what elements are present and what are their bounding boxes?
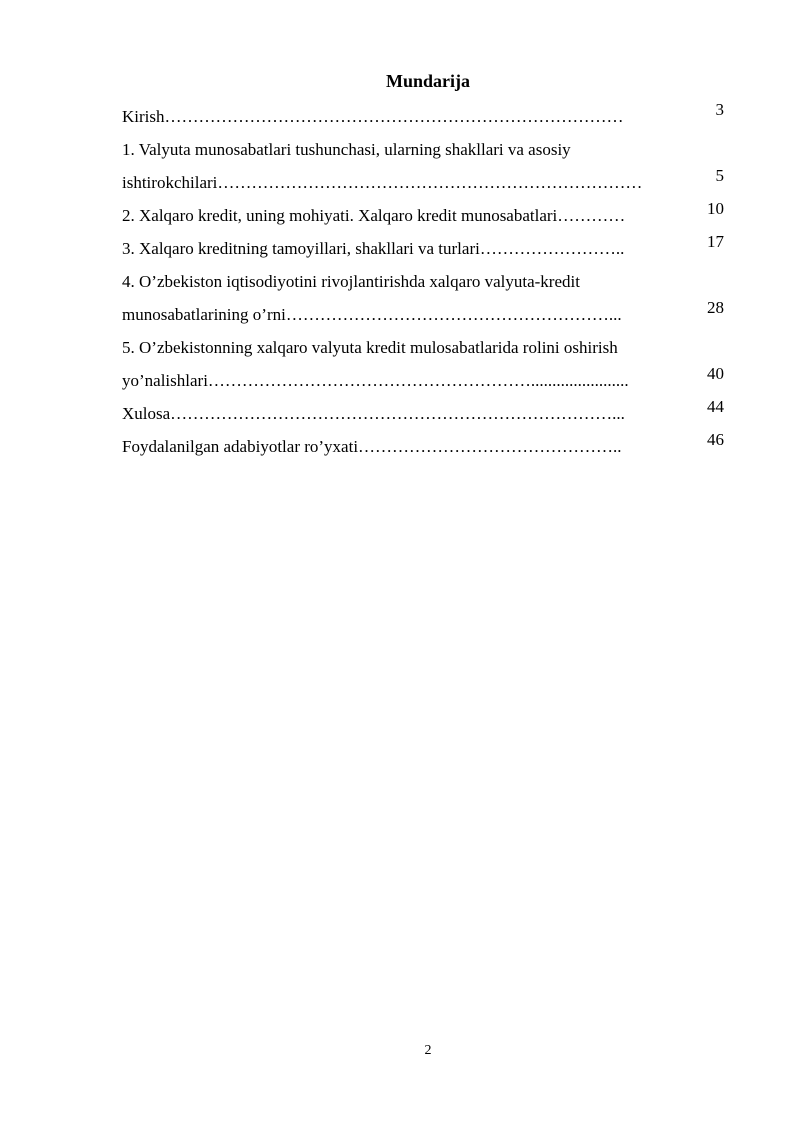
toc-page-number: 10 bbox=[707, 199, 724, 218]
toc-page-number: 3 bbox=[715, 100, 724, 119]
page-number: 2 bbox=[424, 1043, 432, 1058]
table-of-contents bbox=[122, 100, 724, 463]
toc-entry-text: 3. Xalqaro kreditning tamoyillari, shakllari va turlari…………………….. bbox=[122, 239, 625, 258]
toc-entry-references bbox=[122, 430, 724, 463]
toc-entry-text-continued: munosabatlarining o’rni…………………………………………………... bbox=[122, 305, 622, 324]
toc-entry-text: Foydalanilgan adabiyotlar ro’yxati……………………………………….. bbox=[122, 437, 622, 456]
toc-entry-text: Kirish……………………………………………………………………… bbox=[122, 107, 624, 126]
toc-entry-conclusion bbox=[122, 397, 724, 430]
document-title: Mundarija bbox=[385, 71, 470, 91]
toc-entry-chapter-1 bbox=[122, 133, 724, 199]
toc-entry-introduction bbox=[122, 100, 724, 133]
toc-page-number: 5 bbox=[715, 166, 724, 185]
toc-page-number: 46 bbox=[707, 430, 724, 449]
toc-entry-chapter-2 bbox=[122, 199, 724, 232]
toc-page-number: 40 bbox=[707, 364, 724, 383]
toc-entry-text-continued: yo’nalishlari…………………………………………………....................... bbox=[122, 371, 629, 390]
toc-entry-text: Xulosa……………………………………………………………………... bbox=[122, 404, 625, 423]
toc-page-number: 44 bbox=[707, 397, 724, 416]
toc-entry-text: 4. O’zbekiston iqtisodiyotini rivojlantirishda xalqaro valyuta-kredit bbox=[122, 272, 580, 291]
toc-entry-text: 2. Xalqaro kredit, uning mohiyati. Xalqaro kredit munosabatlari………… bbox=[122, 206, 626, 225]
toc-entry-chapter-5 bbox=[122, 331, 724, 397]
toc-entry-chapter-3 bbox=[122, 232, 724, 265]
toc-page-number: 17 bbox=[707, 232, 724, 251]
toc-entry-text-continued: ishtirokchilari………………………………………………………………… bbox=[122, 173, 643, 192]
toc-page-number: 28 bbox=[707, 298, 724, 317]
toc-entry-chapter-4 bbox=[122, 265, 724, 331]
toc-entry-text: 5. O’zbekistonning xalqaro valyuta kredit mulosabatlarida rolini oshirish bbox=[122, 338, 618, 357]
toc-entry-text: 1. Valyuta munosabatlari tushunchasi, ularning shakllari va asosiy bbox=[122, 140, 571, 159]
